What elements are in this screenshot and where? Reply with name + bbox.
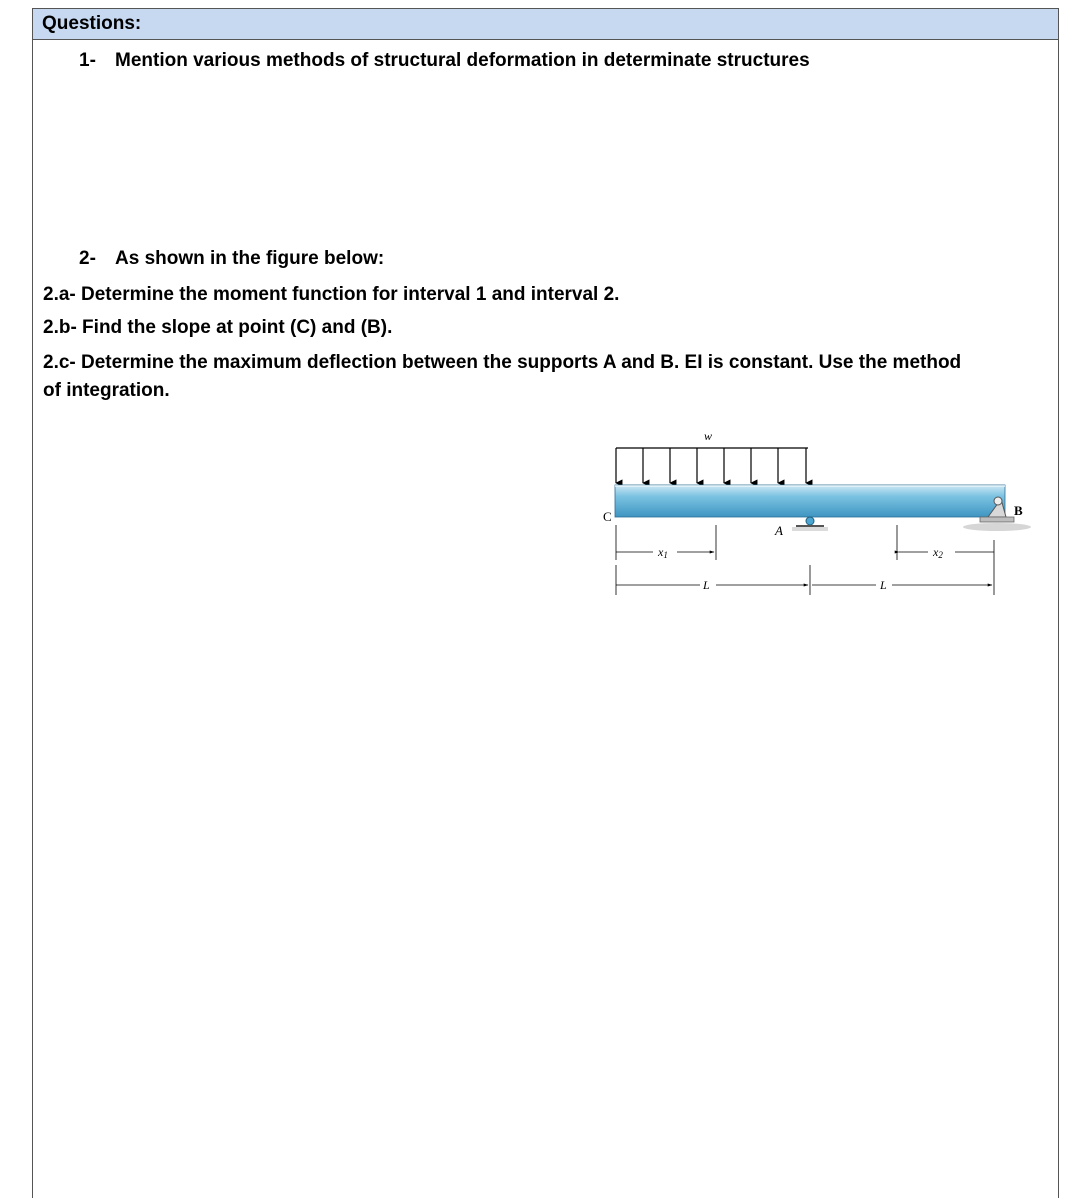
dimension-l [616,565,992,595]
label-c: C [603,509,612,524]
label-b: B [1014,503,1023,518]
question-2-text: As shown in the figure below: [115,248,385,269]
question-1 [79,47,810,75]
dimension-x2 [897,525,994,595]
questions-header: Questions: [33,9,1058,40]
label-l1: L [703,578,710,592]
beam [615,485,1005,517]
label-l2: L [880,578,887,592]
question-2c-line2: of integration. [43,380,170,401]
roller-support-a [792,517,828,531]
question-1-text: Mention various methods of structural deformation in determinate structures [115,50,810,71]
question-2a: 2.a- Determine the moment function for interval 1 and interval 2. [43,284,620,305]
label-x1: x1 [658,545,668,560]
question-2c-line1: 2.c- Determine the maximum deflection between the supports A and B. EI is constant. Use the method [43,352,962,373]
label-a: A [775,523,783,538]
load-label: w [703,429,713,443]
question-2 [79,245,384,273]
question-1-number: 1- [79,50,96,71]
label-x2: x2 [933,545,943,560]
question-2-number: 2- [79,248,96,269]
beam-figure [560,415,1060,615]
question-2b: 2.b- Find the slope at point (C) and (B). [43,317,393,338]
distributed-load [616,448,808,483]
